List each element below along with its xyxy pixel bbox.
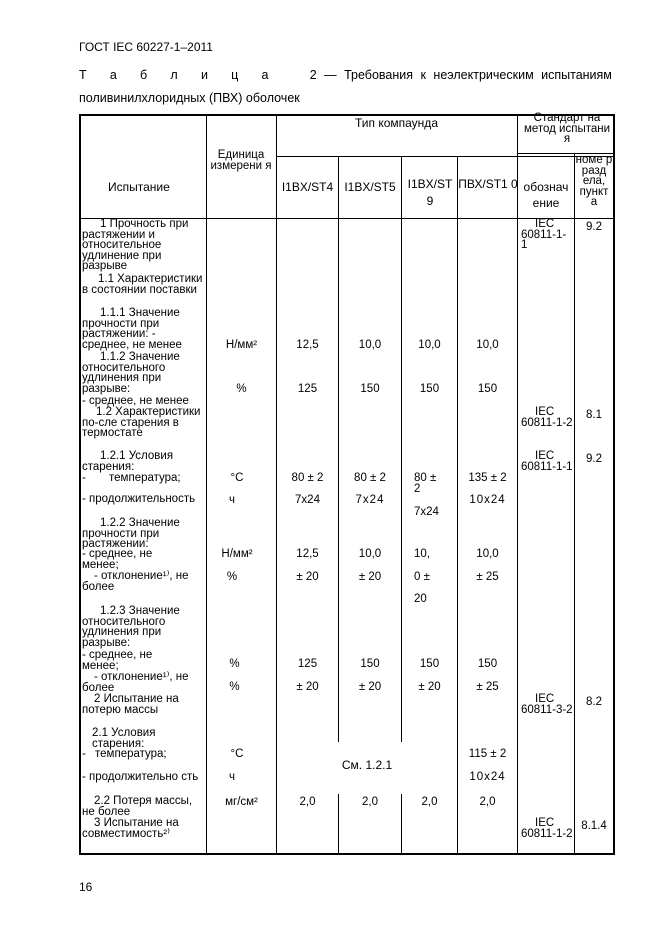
row-1-1-1-col-4: 10,0 (476, 339, 499, 351)
row-1-2-2-deviation: - отклонение¹⁾, не более (82, 570, 189, 593)
row-2-2-unit: мг/см² (225, 796, 258, 808)
header-test: Испытание (108, 180, 170, 194)
row-1-1-2-test: 1.1.2 Значение относительного удлинения при разрыве: (82, 351, 180, 395)
row-2-1-duration: - продолжительно сть (82, 771, 199, 783)
row-2-2-col-1: 2,0 (299, 796, 316, 808)
row-1-2-2-mean-col-2: 10,0 (358, 548, 382, 560)
caption-letter: и (200, 68, 208, 82)
row-1-2-3-mean-unit: % (229, 658, 240, 670)
row-1-1-test: 1.1 Характеристики в состоянии поставки (82, 273, 203, 296)
row-1-2-1-test: 1.2.1 Условия старения: (82, 450, 174, 473)
header-standard: Стандарт на метод испытани я (523, 112, 611, 145)
row-1-1-1-col-3: 10,0 (418, 339, 441, 351)
header-col-3: I1BX/ST 9 (407, 177, 453, 208)
row-1-section: 9.2 (586, 221, 602, 233)
row-1-standard: IEC 60811-1-1 (521, 218, 567, 251)
row-1-2-2-mean-col-4: 10,0 (476, 548, 499, 560)
row-1-2-3-deviation-col-2: ± 20 (358, 681, 382, 693)
row-1-1-2-col-4: 150 (477, 383, 498, 395)
caption-letter: а (109, 68, 117, 82)
row-1-1-1-test: 1.1.1 Значение прочности при растяжении: - среднее, не менее (82, 307, 182, 351)
row-1-2-2-test: 1.2.2 Значение прочности при растяжении: (82, 517, 180, 550)
row-1-2-1-duration-col-4: 10х24 (469, 494, 506, 506)
header-col-2: I1BX/ST5 (344, 180, 396, 194)
row-1-2-3-deviation: - отклонение¹⁾, не более (82, 671, 189, 694)
row-1-2-2-deviation-col-1: ± 20 (296, 571, 319, 583)
row-2-1-duration-unit: ч (229, 771, 235, 783)
row-1-2-2-deviation-col-3-cont: 20 (414, 593, 427, 605)
caption-letter: б (140, 68, 148, 82)
row-1-1-1-col-2: 10,0 (358, 339, 382, 351)
row-3-standard: IEC 60811-1-2 (521, 817, 573, 840)
row-2-2-col-3: 2,0 (421, 796, 438, 808)
row-2-2-col-4: 2,0 (479, 796, 496, 808)
page-number: 16 (79, 880, 93, 894)
row-1-2-2-deviation-col-2: ± 20 (358, 571, 382, 583)
row-1-1-1-col-1: 12,5 (296, 339, 319, 351)
row-1-2-1-temp-col-3: 80 ± (414, 472, 437, 484)
row-3-test: 3 Испытание на совместимость²⁾ (82, 817, 179, 840)
table-caption-line2: поливинилхлоридных (ПВХ) оболочек (79, 91, 300, 105)
row-1-2-2-mean: - среднее, не менее; (82, 548, 153, 571)
row-1-1-2-unit: % (236, 383, 247, 395)
row-1-2-test: 1.2 Характеристики по-сле старения в термостате (82, 406, 201, 439)
row-2-standard: IEC 60811-3-2 (521, 693, 573, 716)
row-1-2-2-deviation-col-3: 0 ± (414, 571, 430, 583)
caption-letter: ц (231, 68, 239, 82)
document-header: ГОСТ IEC 60227-1–2011 (79, 40, 213, 54)
row-1-2-2-mean-unit: Н/мм² (221, 548, 253, 560)
row-1-2-2-deviation-col-4: ± 25 (476, 571, 499, 583)
caption-letter: л (170, 68, 178, 82)
row-1-1-1-unit: Н/мм² (225, 339, 258, 351)
row-1-2-2-deviation-unit: % (226, 571, 238, 583)
row-1-2-3-deviation-col-1: ± 20 (296, 681, 319, 693)
row-2-test: 2 Испытание на потерю массы (82, 693, 179, 716)
row-1-2-1-duration-col-3: 7х24 (414, 506, 439, 518)
row-1-2-1-standard: IEC 60811-1-1 (521, 450, 573, 473)
row-2-1-see: См. 1.2.1 (341, 758, 393, 772)
row-2-1-test: 2.1 Условия старения: (92, 727, 156, 750)
row-1-2-3-deviation-unit: % (229, 681, 240, 693)
row-1-test: 1 Прочность при растяжении и относительное удлинение при разрыве (82, 218, 189, 272)
header-designation: обознач ение (523, 180, 569, 210)
row-1-2-1-duration: - продолжительность (82, 493, 196, 505)
caption-letter: а (261, 68, 269, 82)
header-compound-type: Тип компаунда (355, 116, 438, 130)
row-1-2-section: 8.1 (586, 409, 602, 421)
row-1-2-1-temp-col-2: 80 ± 2 (354, 472, 386, 484)
row-1-2-1-duration-col-1: 7х24 (295, 494, 320, 506)
caption-rest: 2 — Требования к неэлектрическим испытаниям (309, 68, 612, 82)
header-section: номе р разд ела, пункт а (575, 154, 613, 208)
row-1-2-1-temp-col-4: 135 ± 2 (468, 472, 507, 484)
row-1-2-1-temp-col-1: 80 ± 2 (291, 472, 324, 484)
row-1-2-1-duration-unit: ч (229, 494, 235, 506)
row-1-1-2-col-3: 150 (419, 383, 440, 395)
row-1-2-2-mean-col-3: 10, (414, 548, 430, 560)
row-1-2-3-mean: - среднее, не менее; (82, 649, 153, 672)
row-1-2-3-test: 1.2.3 Значение относительного удлинения при разрыве: (82, 605, 180, 649)
header-col-4: ПВХ/ST1 0 (458, 177, 518, 191)
row-2-1-temp: - температура; (82, 748, 167, 760)
row-2-2-col-2: 2,0 (362, 796, 378, 808)
row-1-2-3-deviation-col-3: ± 20 (418, 681, 441, 693)
row-2-1-temp-unit: °С (230, 748, 244, 760)
row-1-2-1-temp-col-3-cont: 2 (414, 483, 421, 495)
row-1-1-2-col-2: 150 (360, 383, 380, 395)
row-1-2-1-temp: - температура; (82, 472, 181, 484)
row-1-2-3-deviation-col-4: ± 25 (476, 681, 499, 693)
row-1-2-1-duration-col-2: 7х24 (355, 494, 385, 506)
row-1-1-2-sub: - среднее, не менее (82, 395, 189, 407)
row-2-section: 8.2 (586, 696, 602, 708)
row-2-1-temp-col-4: 115 ± 2 (468, 748, 507, 760)
row-3-section: 8.1.4 (581, 820, 607, 832)
row-1-2-3-mean-col-1: 125 (297, 658, 318, 670)
row-1-2-standard: IEC 60811-1-2 (521, 406, 573, 429)
row-1-2-3-mean-col-3: 150 (419, 658, 440, 670)
row-1-2-1-section: 9.2 (586, 453, 602, 465)
row-1-2-3-mean-col-4: 150 (477, 658, 498, 670)
header-col-1: I1BX/ST4 (281, 180, 334, 194)
row-2-1-duration-col-4: 10х24 (469, 771, 506, 783)
row-1-2-1-temp-unit: °С (230, 472, 244, 484)
table-caption-line1 (79, 68, 612, 82)
row-1-2-3-mean-col-2: 150 (360, 658, 380, 670)
row-1-1-2-col-1: 125 (297, 383, 318, 395)
header-unit: Единица измерени я (210, 149, 272, 172)
row-1-2-2-mean-col-1: 12,5 (296, 548, 319, 560)
caption-letter: Т (79, 68, 87, 82)
row-2-2-test: 2.2 Потеря массы, не более (82, 795, 193, 818)
